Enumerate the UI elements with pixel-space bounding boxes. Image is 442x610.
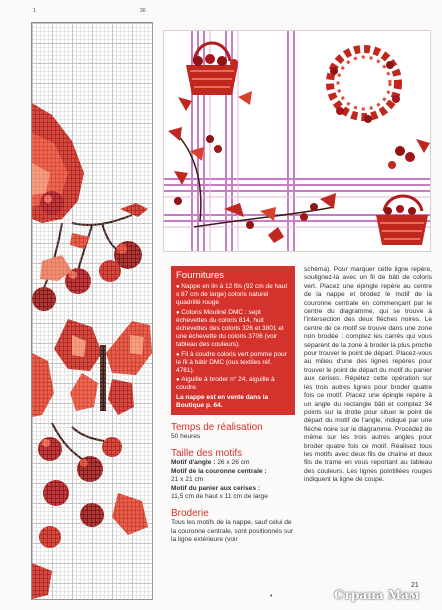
tablecloth-illustration (164, 31, 431, 252)
embroidery-title: Broderie (171, 508, 209, 520)
size-corner: Motif d'angle : 26 x 26 cm (171, 459, 250, 467)
grid-label-right: 30 (140, 8, 146, 14)
cross-stitch-chart (31, 22, 153, 600)
sizes-title: Taille des motifs (171, 448, 243, 460)
time-title: Temps de réalisation (171, 422, 263, 434)
size-basket-label: Motif du panier aux cerises : (171, 484, 261, 492)
supplies-note: La nappe est en vente dans la Boutique p. 64. (176, 393, 269, 409)
grid-label-left: 1 (33, 8, 36, 14)
supplies-title: Fournitures (176, 270, 225, 281)
tablecloth-photo (163, 30, 431, 252)
size-crown-value: 21 x 21 cm (171, 476, 204, 484)
right-text-column (304, 266, 432, 485)
bottom-bullet: • (270, 593, 273, 600)
supply-item: ● Cotons Mouliné DMC : sept échevettes du coloris 814, huit échevettes des coloris 326 et 3801 et une échevette du coloris 3706 (voir tableau des couleurs). (176, 308, 284, 349)
size-crown-label: Motif de la couronne centrale : (171, 467, 267, 475)
supply-item: ● Fil à coudre coloris vert pomme pour le fil à bâtir DMC (ous textiles réf. 4761). (176, 350, 287, 375)
instructions-text: schéma). Pour marquer cette ligne repère, soulignez-la avec un fil de bâti de coloris vert. Placez une épingle repère au centre de la nappe et brodez le motif de la couronne centrale en commençant par le centre du diagramme, qui se trouve à l'intersection des deux flèches noires. Le centre de ce motif se trouve dans une zone non brodée : comptez les carrés qui vous séparent de la zone à broder la plus proche pour trouver le point de départ. Placez-vous au milieu d'une des lignes repères pour trouver le point de départ du motif du panier aux cerises. Répétez cette opération sur les trois autres lignes pour broder quatre fois ce motif. Placez une épingle repère à un angle du rectangle bâti et comptez 34 points sur la droite pour situer le point de départ du motif de l'angle, indiqué par une flèche noire sur le diagramme. Procédez de même sur les trois autres angles pour broder quatre fois ce motif. Réalisez tous les motifs avec deux fils de chaîne et deux fils de trame en vous reportant au tableau des couleurs. Les lignes pointillées rouges indiquent la ligne de coupe. (304, 266, 432, 484)
supply-item: ● Aiguille à broder n° 24, aiguille à coudre. (176, 376, 275, 392)
watermark: Страна Мам (334, 588, 420, 602)
supplies-box (171, 266, 295, 415)
chart-motif (32, 23, 154, 601)
time-value: 50 heures (171, 433, 201, 441)
supply-item: ● Nappe en lin à 12 fils (92 cm de haut x 87 cm de large) coloris naturel quadrillé rouge (176, 283, 288, 307)
embroidery-text: Tous les motifs de la nappe, sauf celui de la couronne centrale, sont positionnés sur la ligne extérieure (voir (171, 519, 294, 544)
left-text-column (171, 266, 295, 545)
size-basket-value: 11,5 cm de haut x 11 cm de large (171, 493, 268, 501)
page-number: 21 (411, 582, 419, 589)
